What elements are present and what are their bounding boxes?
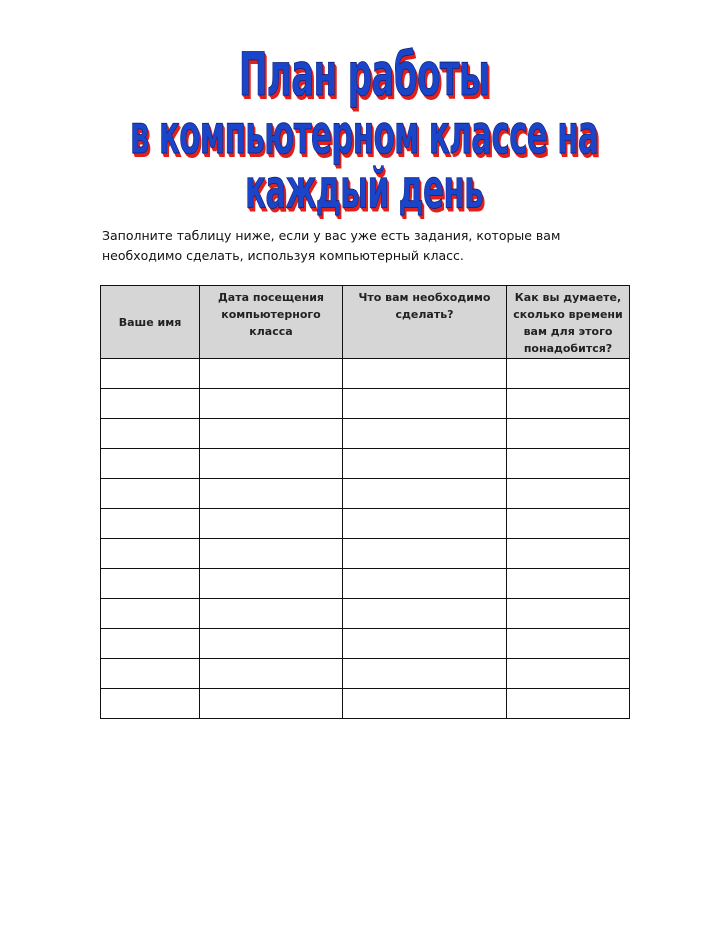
table-cell[interactable]	[507, 509, 630, 539]
table-cell[interactable]	[101, 659, 200, 689]
table-row	[101, 419, 630, 449]
table-cell[interactable]	[101, 359, 200, 389]
table-cell[interactable]	[507, 389, 630, 419]
table-cell[interactable]	[343, 599, 507, 629]
table-header-row	[101, 286, 630, 359]
table-row	[101, 539, 630, 569]
table-cell[interactable]	[101, 449, 200, 479]
table-cell[interactable]	[101, 629, 200, 659]
table-cell[interactable]	[507, 599, 630, 629]
table-cell[interactable]	[343, 389, 507, 419]
table-cell[interactable]	[200, 479, 343, 509]
table-cell[interactable]	[200, 689, 343, 719]
table-cell[interactable]	[343, 509, 507, 539]
table-cell[interactable]	[101, 389, 200, 419]
table-cell[interactable]	[507, 359, 630, 389]
table-cell[interactable]	[101, 689, 200, 719]
table-cell[interactable]	[343, 359, 507, 389]
table-cell[interactable]	[343, 419, 507, 449]
table-row	[101, 389, 630, 419]
table-row	[101, 599, 630, 629]
table-row	[101, 359, 630, 389]
table-row	[101, 689, 630, 719]
table-cell[interactable]	[507, 689, 630, 719]
table-cell[interactable]	[343, 539, 507, 569]
table-cell[interactable]	[200, 509, 343, 539]
table-cell[interactable]	[507, 659, 630, 689]
table-cell[interactable]	[343, 689, 507, 719]
table-cell[interactable]	[343, 449, 507, 479]
table-body	[101, 359, 630, 719]
header-visit-date: Дата посещения компьютерного класса	[200, 286, 343, 359]
table-cell[interactable]	[200, 419, 343, 449]
table-cell[interactable]	[343, 569, 507, 599]
table-cell[interactable]	[101, 479, 200, 509]
table-cell[interactable]	[101, 569, 200, 599]
table-cell[interactable]	[101, 539, 200, 569]
table-row	[101, 629, 630, 659]
table-cell[interactable]	[343, 659, 507, 689]
table-cell[interactable]	[200, 539, 343, 569]
table-cell[interactable]	[101, 419, 200, 449]
table-cell[interactable]	[507, 569, 630, 599]
header-task: Что вам необходимо сделать?	[343, 286, 507, 359]
title-line-1: План работы	[238, 40, 490, 110]
table-cell[interactable]	[101, 509, 200, 539]
table-cell[interactable]	[200, 389, 343, 419]
plan-table	[100, 285, 630, 719]
table-cell[interactable]	[200, 599, 343, 629]
table-cell[interactable]	[507, 479, 630, 509]
table-row	[101, 509, 630, 539]
table-cell[interactable]	[343, 629, 507, 659]
table-cell[interactable]	[507, 419, 630, 449]
table-cell[interactable]	[200, 449, 343, 479]
page-title	[0, 40, 728, 221]
table-cell[interactable]	[200, 359, 343, 389]
table-cell[interactable]	[507, 449, 630, 479]
table-cell[interactable]	[200, 569, 343, 599]
table-row	[101, 569, 630, 599]
table-row	[101, 449, 630, 479]
table-cell[interactable]	[101, 599, 200, 629]
table-cell[interactable]	[200, 659, 343, 689]
table-cell[interactable]	[343, 479, 507, 509]
table-cell[interactable]	[507, 629, 630, 659]
table-cell[interactable]	[200, 629, 343, 659]
table-row	[101, 479, 630, 509]
table-cell[interactable]	[507, 539, 630, 569]
header-time-needed: Как вы думаете, сколько времени вам для этого понадобится?	[507, 286, 630, 359]
table-row	[101, 659, 630, 689]
header-name: Ваше имя	[101, 286, 200, 359]
intro-paragraph: Заполните таблицу ниже, если у вас уже есть задания, которые вам необходимо сделать, используя компьютерный класс.	[102, 228, 561, 263]
title-line-2: в компьютерном классе на каждый день	[129, 102, 599, 221]
